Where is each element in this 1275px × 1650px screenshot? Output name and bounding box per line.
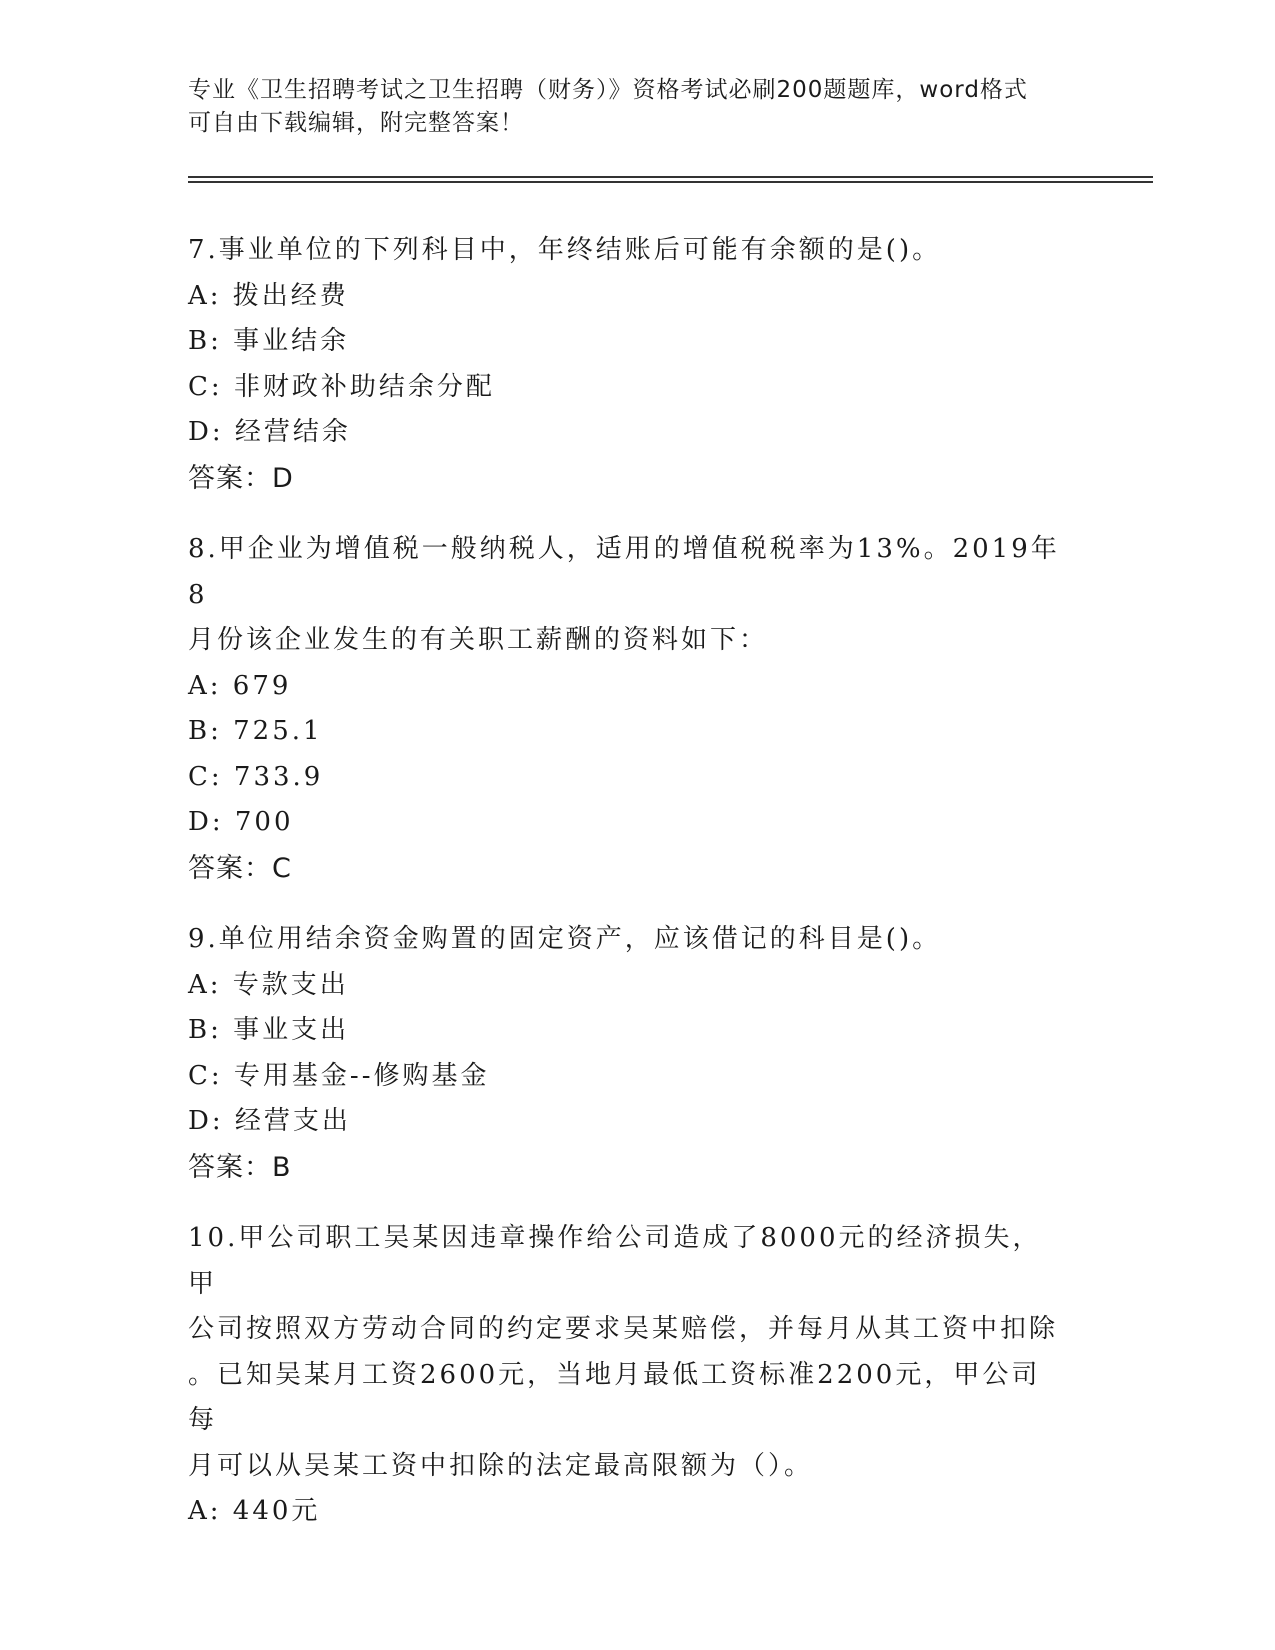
- question-10: [188, 1216, 1068, 1535]
- option-d: D: 经营结余: [188, 417, 351, 447]
- option-a: A: 专款支出: [188, 969, 349, 1000]
- question-stem: 8.甲企业为增值税一般纳税人，适用的增值税税率为13%。2019年8: [188, 534, 1060, 610]
- option-d: D: 经营支出: [188, 1106, 351, 1136]
- option-a: A: 440元: [188, 1496, 321, 1526]
- question-stem: 10.甲公司职工吴某因违章操作给公司造成了8000元的经济损失，甲: [188, 1223, 1042, 1299]
- question-stem: 。已知吴某月工资2600元，当地月最低工资标准2200元，甲公司每: [188, 1359, 1041, 1435]
- question-list: [188, 228, 1068, 1561]
- header-line-2: 可自由下载编辑，附完整答案！: [188, 110, 524, 136]
- option-d: D: 700: [188, 807, 294, 837]
- option-c: C: 733.9: [188, 761, 324, 792]
- question-stem: 月份该企业发生的有关职工薪酬的资料如下：: [188, 625, 769, 655]
- header-divider-bottom: [188, 181, 1153, 183]
- option-c: C: 非财政补助结余分配: [188, 371, 495, 402]
- header-divider-top: [188, 176, 1153, 178]
- question-7: [188, 228, 1068, 501]
- answer: 答案：D: [188, 462, 294, 494]
- question-8: [188, 527, 1068, 891]
- question-stem: 公司按照双方劳动合同的约定要求吴某赔偿，并每月从其工资中扣除: [188, 1314, 1059, 1344]
- option-b: B: 事业结余: [188, 326, 350, 356]
- header-line-1: 专业《卫生招聘考试之卫生招聘（财务）》资格考试必刷200题题库，word格式: [188, 77, 1028, 103]
- option-a: A: 679: [188, 670, 292, 701]
- option-c: C: 专用基金--修购基金: [188, 1060, 490, 1091]
- question-stem: 7.事业单位的下列科目中，年终结账后可能有余额的是()。: [188, 235, 942, 265]
- answer: 答案：C: [188, 852, 292, 884]
- option-a: A: 拨出经费: [188, 280, 349, 311]
- answer: 答案：B: [188, 1151, 292, 1183]
- document-header: [188, 74, 1068, 140]
- question-stem: 月可以从吴某工资中扣除的法定最高限额为（）。: [188, 1450, 814, 1481]
- option-b: B: 725.1: [188, 716, 323, 746]
- option-b: B: 事业支出: [188, 1015, 350, 1045]
- question-9: [188, 917, 1068, 1190]
- question-stem: 9.单位用结余资金购置的固定资产，应该借记的科目是()。: [188, 924, 942, 954]
